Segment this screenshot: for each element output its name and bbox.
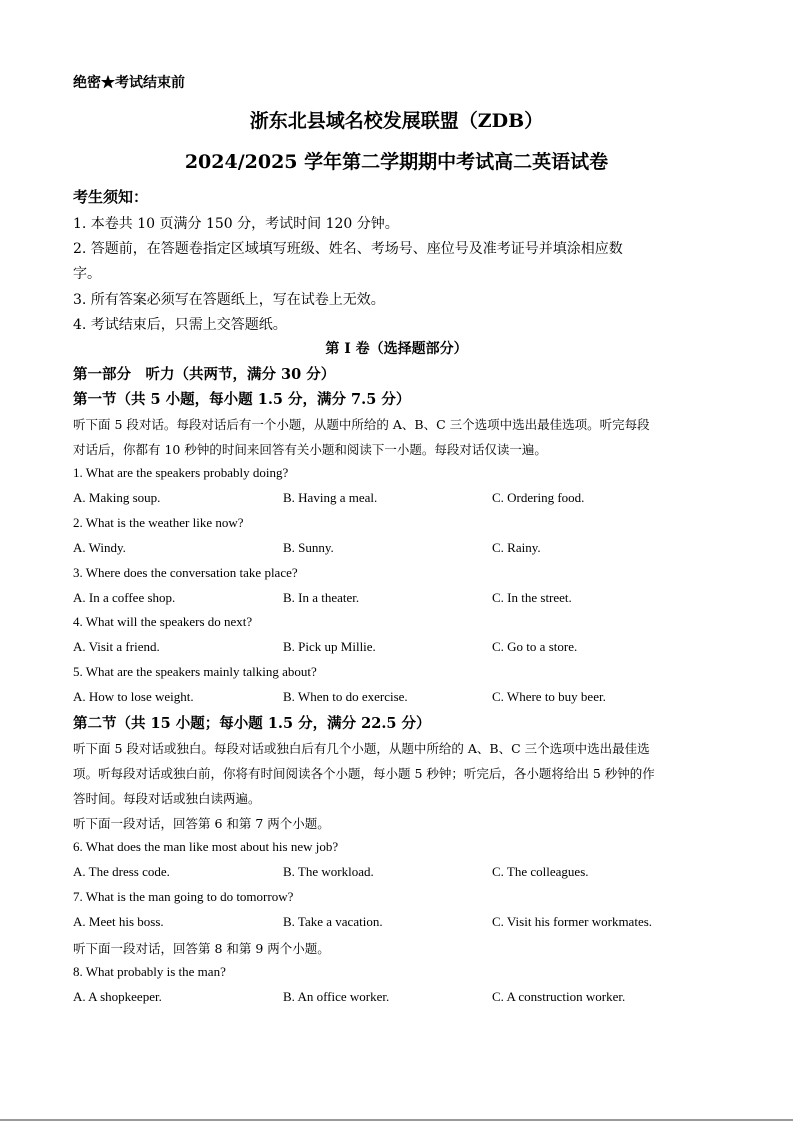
notice-heading: 考生须知： [73,188,149,206]
notice-item: 1. 本卷共 10 页满分 150 分，考试时间 120 分钟。 [73,216,399,232]
q1-option-a: A. Making soup. [73,490,161,505]
notice-item: 4. 考试结束后，只需上交答题纸。 [73,317,287,333]
section2-instruction: 答时间。每段对话或独白读两遍。 [73,791,261,806]
q7-option-a: A. Meet his boss. [73,914,164,929]
q4-option-b: B. Pick up Millie. [283,639,376,654]
question-5: 5. What are the speakers mainly talking about? [73,664,317,679]
q5-option-b: B. When to do exercise. [283,689,408,704]
exam-title-alliance: 浙东北县域名校发展联盟（ZDB） [249,110,544,132]
q6-option-c: C. The colleagues. [492,864,589,879]
page-bottom-divider [0,1119,793,1121]
q2-option-a: A. Windy. [73,540,126,555]
q8-option-a: A. A shopkeeper. [73,989,162,1004]
q1-option-b: B. Having a meal. [283,490,378,505]
section1-instruction: 对话后，你都有 10 秒钟的时间来回答有关小题和阅读下一小题。每段对话仅读一遍。 [73,442,547,457]
secret-mark: 绝密★考试结束前 [73,75,185,91]
section1-title: 第一节（共 5 小题，每小题 1.5 分，满分 7.5 分） [73,391,411,408]
notice-item: 字。 [73,266,101,282]
section1-instruction: 听下面 5 段对话。每段对话后有一个小题，从题中所给的 A、B、C 三个选项中选出最佳选项。听完每段 [73,417,650,432]
question-4: 4. What will the speakers do next? [73,614,253,629]
q5-option-c: C. Where to buy beer. [492,689,606,704]
q3-option-c: C. In the street. [492,590,572,605]
q8-option-c: C. A construction worker. [492,989,626,1004]
notice-item: 3. 所有答案必须写在答题纸上，写在试卷上无效。 [73,292,385,308]
q6-option-a: A. The dress code. [73,864,170,879]
q8-option-b: B. An office worker. [283,989,390,1004]
q3-option-b: B. In a theater. [283,590,360,605]
question-2: 2. What is the weather like now? [73,515,244,530]
part1-title: 第一部分 听力（共两节，满分 30 分） [73,366,336,383]
question-3: 3. Where does the conversation take place? [73,565,298,580]
question-6: 6. What does the man like most about his new job? [73,839,339,854]
volume-title: 第 I 卷（选择题部分） [325,341,468,357]
dialogue-lead: 听下面一段对话，回答第 8 和第 9 两个小题。 [73,941,330,956]
question-1: 1. What are the speakers probably doing? [73,465,289,480]
q4-option-c: C. Go to a store. [492,639,578,654]
question-8: 8. What probably is the man? [73,964,226,979]
q5-option-a: A. How to lose weight. [73,689,194,704]
q7-option-b: B. Take a vacation. [283,914,383,929]
q3-option-a: A. In a coffee shop. [73,590,176,605]
q6-option-b: B. The workload. [283,864,374,879]
section2-instruction: 听下面 5 段对话或独白。每段对话或独白后有几个小题，从题中所给的 A、B、C 三个选项中选出最佳选 [73,741,650,756]
section2-instruction: 项。听每段对话或独白前，你将有时间阅读各个小题，每小题 5 秒钟；听完后，各小题将给出 5 秒钟的作 [73,766,655,781]
q1-option-c: C. Ordering food. [492,490,585,505]
q4-option-a: A. Visit a friend. [73,639,160,654]
q2-option-c: C. Rainy. [492,540,541,555]
section2-title: 第二节（共 15 小题；每小题 1.5 分，满分 22.5 分） [73,715,431,732]
question-7: 7. What is the man going to do tomorrow? [73,889,294,904]
dialogue-lead: 听下面一段对话，回答第 6 和第 7 两个小题。 [73,816,330,831]
q2-option-b: B. Sunny. [283,540,334,555]
exam-title-paper: 2024/2025 学年第二学期期中考试高二英语试卷 [184,151,609,173]
notice-item: 2. 答题前，在答题卷指定区域填写班级、姓名、考场号、座位号及准考证号并填涂相应数 [73,241,623,257]
q7-option-c: C. Visit his former workmates. [492,914,653,929]
